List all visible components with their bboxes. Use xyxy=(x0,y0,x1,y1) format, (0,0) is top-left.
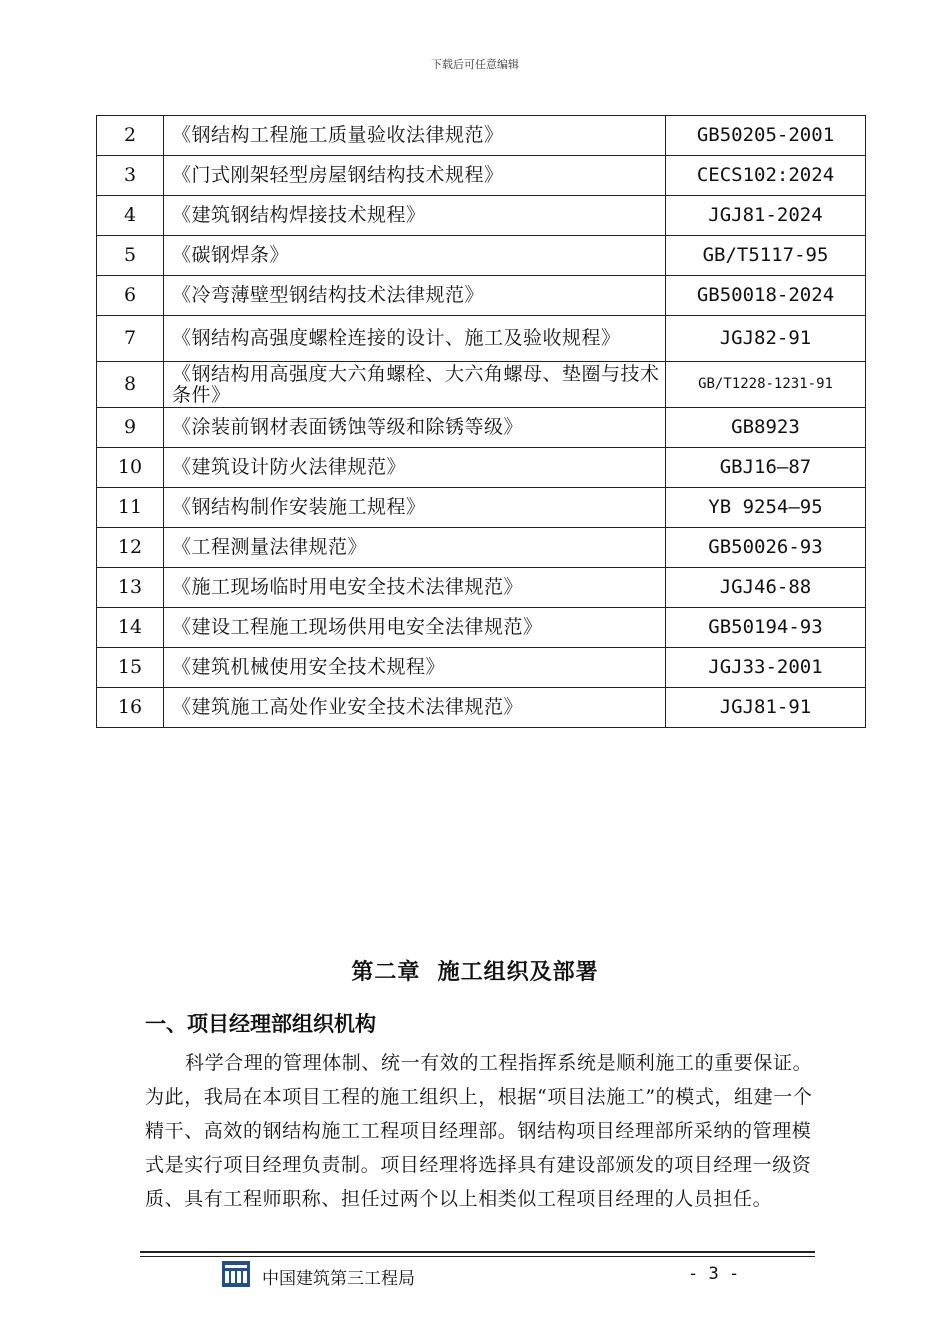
section-title: 一、项目经理部组织机构 xyxy=(145,1012,376,1036)
table-row xyxy=(97,528,866,568)
row-number: 10 xyxy=(97,448,164,488)
standard-code: CECS102:2024 xyxy=(666,156,866,196)
table-row xyxy=(97,568,866,608)
standard-name: 《钢结构高强度螺栓连接的设计、施工及验收规程》 xyxy=(164,316,666,362)
standard-code: JGJ82-91 xyxy=(666,316,866,362)
table-row xyxy=(97,448,866,488)
table-row xyxy=(97,156,866,196)
standard-name: 《钢结构制作安装施工规程》 xyxy=(164,488,666,528)
row-number: 3 xyxy=(97,156,164,196)
standard-code: GB50194-93 xyxy=(666,608,866,648)
table-row xyxy=(97,688,866,728)
standard-name: 《涂装前钢材表面锈蚀等级和除锈等级》 xyxy=(164,408,666,448)
standard-code: JGJ46-88 xyxy=(666,568,866,608)
row-number: 4 xyxy=(97,196,164,236)
row-number: 9 xyxy=(97,408,164,448)
row-number: 15 xyxy=(97,648,164,688)
footer-divider xyxy=(140,1251,815,1253)
table-row xyxy=(97,196,866,236)
cscec-logo-icon xyxy=(222,1261,250,1287)
standard-name: 《钢结构工程施工质量验收法律规范》 xyxy=(164,116,666,156)
standard-code: JGJ33-2001 xyxy=(666,648,866,688)
table-row xyxy=(97,408,866,448)
standard-code: GB8923 xyxy=(666,408,866,448)
row-number: 12 xyxy=(97,528,164,568)
standard-name: 《建筑施工高处作业安全技术法律规范》 xyxy=(164,688,666,728)
row-number: 8 xyxy=(97,362,164,408)
row-number: 6 xyxy=(97,276,164,316)
table-row xyxy=(97,648,866,688)
standard-code: GB/T1228-1231-91 xyxy=(666,362,866,408)
row-number: 11 xyxy=(97,488,164,528)
standard-name: 《工程测量法律规范》 xyxy=(164,528,666,568)
header-note: 下载后可任意编辑 xyxy=(431,58,519,71)
standard-code: GB/T5117-95 xyxy=(666,236,866,276)
row-number: 7 xyxy=(97,316,164,362)
standard-code: YB 9254—95 xyxy=(666,488,866,528)
standard-code: GB50205-2001 xyxy=(666,116,866,156)
table-row xyxy=(97,608,866,648)
standard-code: JGJ81-2024 xyxy=(666,196,866,236)
standard-name: 《建筑设计防火法律规范》 xyxy=(164,448,666,488)
standards-table xyxy=(96,115,866,728)
standard-name: 《建筑机械使用安全技术规程》 xyxy=(164,648,666,688)
standard-name: 《门式刚架轻型房屋钢结构技术规程》 xyxy=(164,156,666,196)
standard-code: GB50026-93 xyxy=(666,528,866,568)
row-number: 13 xyxy=(97,568,164,608)
standard-name: 《施工现场临时用电安全技术法律规范》 xyxy=(164,568,666,608)
footer-divider-thin xyxy=(140,1256,815,1257)
table-row xyxy=(97,362,866,408)
table-row xyxy=(97,236,866,276)
row-number: 16 xyxy=(97,688,164,728)
table-row xyxy=(97,316,866,362)
table-row xyxy=(97,488,866,528)
standard-code: JGJ81-91 xyxy=(666,688,866,728)
row-number: 5 xyxy=(97,236,164,276)
row-number: 14 xyxy=(97,608,164,648)
table-row xyxy=(97,116,866,156)
standard-name: 《建筑钢结构焊接技术规程》 xyxy=(164,196,666,236)
chapter-title: 第二章 施工组织及部署 xyxy=(351,960,599,985)
standard-name: 《碳钢焊条》 xyxy=(164,236,666,276)
table-row xyxy=(97,276,866,316)
standard-name: 《钢结构用高强度大六角螺栓、大六角螺母、垫圈与技术条件》 xyxy=(164,362,666,408)
body-paragraph: 科学合理的管理体制、统一有效的工程指挥系统是顺利施工的重要保证。为此，我局在本项目工程的施工组织上，根据“项目法施工”的模式，组建一个精干、高效的钢结构施工工程项目经理部。钢结构项目经理部所采纳的管理模式是实行项目经理负责制。项目经理将选择具有建设部颁发的项目经理一级资质、具有工程师职称、担任过两个以上相类似工程项目经理的人员担任。 xyxy=(145,1052,813,1210)
row-number: 2 xyxy=(97,116,164,156)
standard-name: 《冷弯薄壁型钢结构技术法律规范》 xyxy=(164,276,666,316)
page-number: - 3 - xyxy=(688,1264,740,1284)
standard-code: GBJ16—87 xyxy=(666,448,866,488)
footer-organization: 中国建筑第三工程局 xyxy=(262,1269,415,1289)
standard-code: GB50018-2024 xyxy=(666,276,866,316)
standard-name: 《建设工程施工现场供用电安全法律规范》 xyxy=(164,608,666,648)
